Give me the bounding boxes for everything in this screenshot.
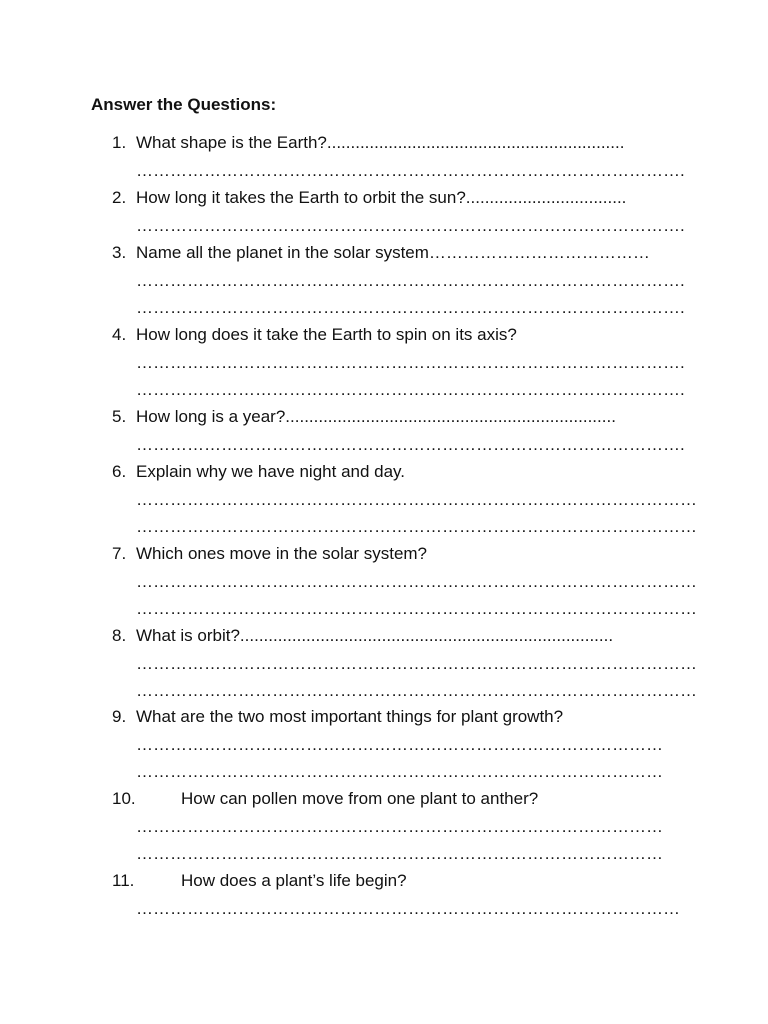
question-text: Explain why we have night and day.	[136, 462, 406, 481]
answer-line[interactable]: ………………………………………………………………………………………	[136, 572, 697, 591]
question-number: 9.	[112, 707, 127, 726]
answer-line[interactable]: …………………………………………………………………………………….	[136, 161, 685, 180]
question-text: How can pollen move from one plant to anther?	[181, 789, 539, 808]
question-text: How does a plant’s life begin?	[181, 871, 407, 890]
question-number: 6.	[112, 462, 127, 481]
answer-line[interactable]: ………………………………………………………………………………………	[136, 517, 697, 536]
answer-line[interactable]: …………………………………………………………………………………	[136, 762, 663, 781]
answer-line[interactable]: …………………………………………………………………………………….	[136, 380, 685, 399]
answer-line[interactable]: …………………………………………………………………………………….	[136, 435, 685, 454]
question-text: How long does it take the Earth to spin on its axis?	[136, 325, 517, 344]
answer-line[interactable]: ………………………………………………………………………………………	[136, 654, 697, 673]
question-text: Name all the planet in the solar system…………………………………	[136, 243, 650, 262]
answer-line[interactable]: …………………………………………………………………………………….	[136, 271, 685, 290]
question-text: What shape is the Earth?...............................................................	[136, 133, 625, 152]
answer-line[interactable]: ……………………………………………………………………………………	[136, 899, 680, 918]
answer-line[interactable]: ………………………………………………………………………………………	[136, 599, 697, 618]
question-text: How long is a year?......................................................................	[136, 407, 616, 426]
question-text: How long it takes the Earth to orbit the sun?..................................	[136, 188, 627, 207]
answer-line[interactable]: ………………………………………………………………………………………	[136, 681, 697, 700]
question-number: 11.	[112, 871, 135, 890]
answer-line[interactable]: …………………………………………………………………………………	[136, 844, 663, 863]
question-number: 5.	[112, 407, 127, 426]
question-text: What are the two most important things for plant growth?	[136, 707, 564, 726]
question-number: 3.	[112, 243, 127, 262]
answer-line[interactable]: …………………………………………………………………………………….	[136, 353, 685, 372]
question-number: 7.	[112, 544, 127, 563]
question-number: 8.	[112, 626, 127, 645]
question-number: 1.	[112, 133, 127, 152]
question-text: What is orbit?...............................................................................	[136, 626, 614, 645]
question-number: 10.	[112, 789, 136, 808]
answer-line[interactable]: …………………………………………………………………………………….	[136, 216, 685, 235]
answer-line[interactable]: …………………………………………………………………………………	[136, 735, 663, 754]
worksheet-heading: Answer the Questions:	[91, 95, 277, 114]
question-number: 2.	[112, 188, 127, 207]
question-number: 4.	[112, 325, 127, 344]
answer-line[interactable]: ………………………………………………………………………………………	[136, 490, 697, 509]
answer-line[interactable]: …………………………………………………………………………………….	[136, 298, 685, 317]
answer-line[interactable]: …………………………………………………………………………………	[136, 817, 663, 836]
question-text: Which ones move in the solar system?	[136, 544, 428, 563]
